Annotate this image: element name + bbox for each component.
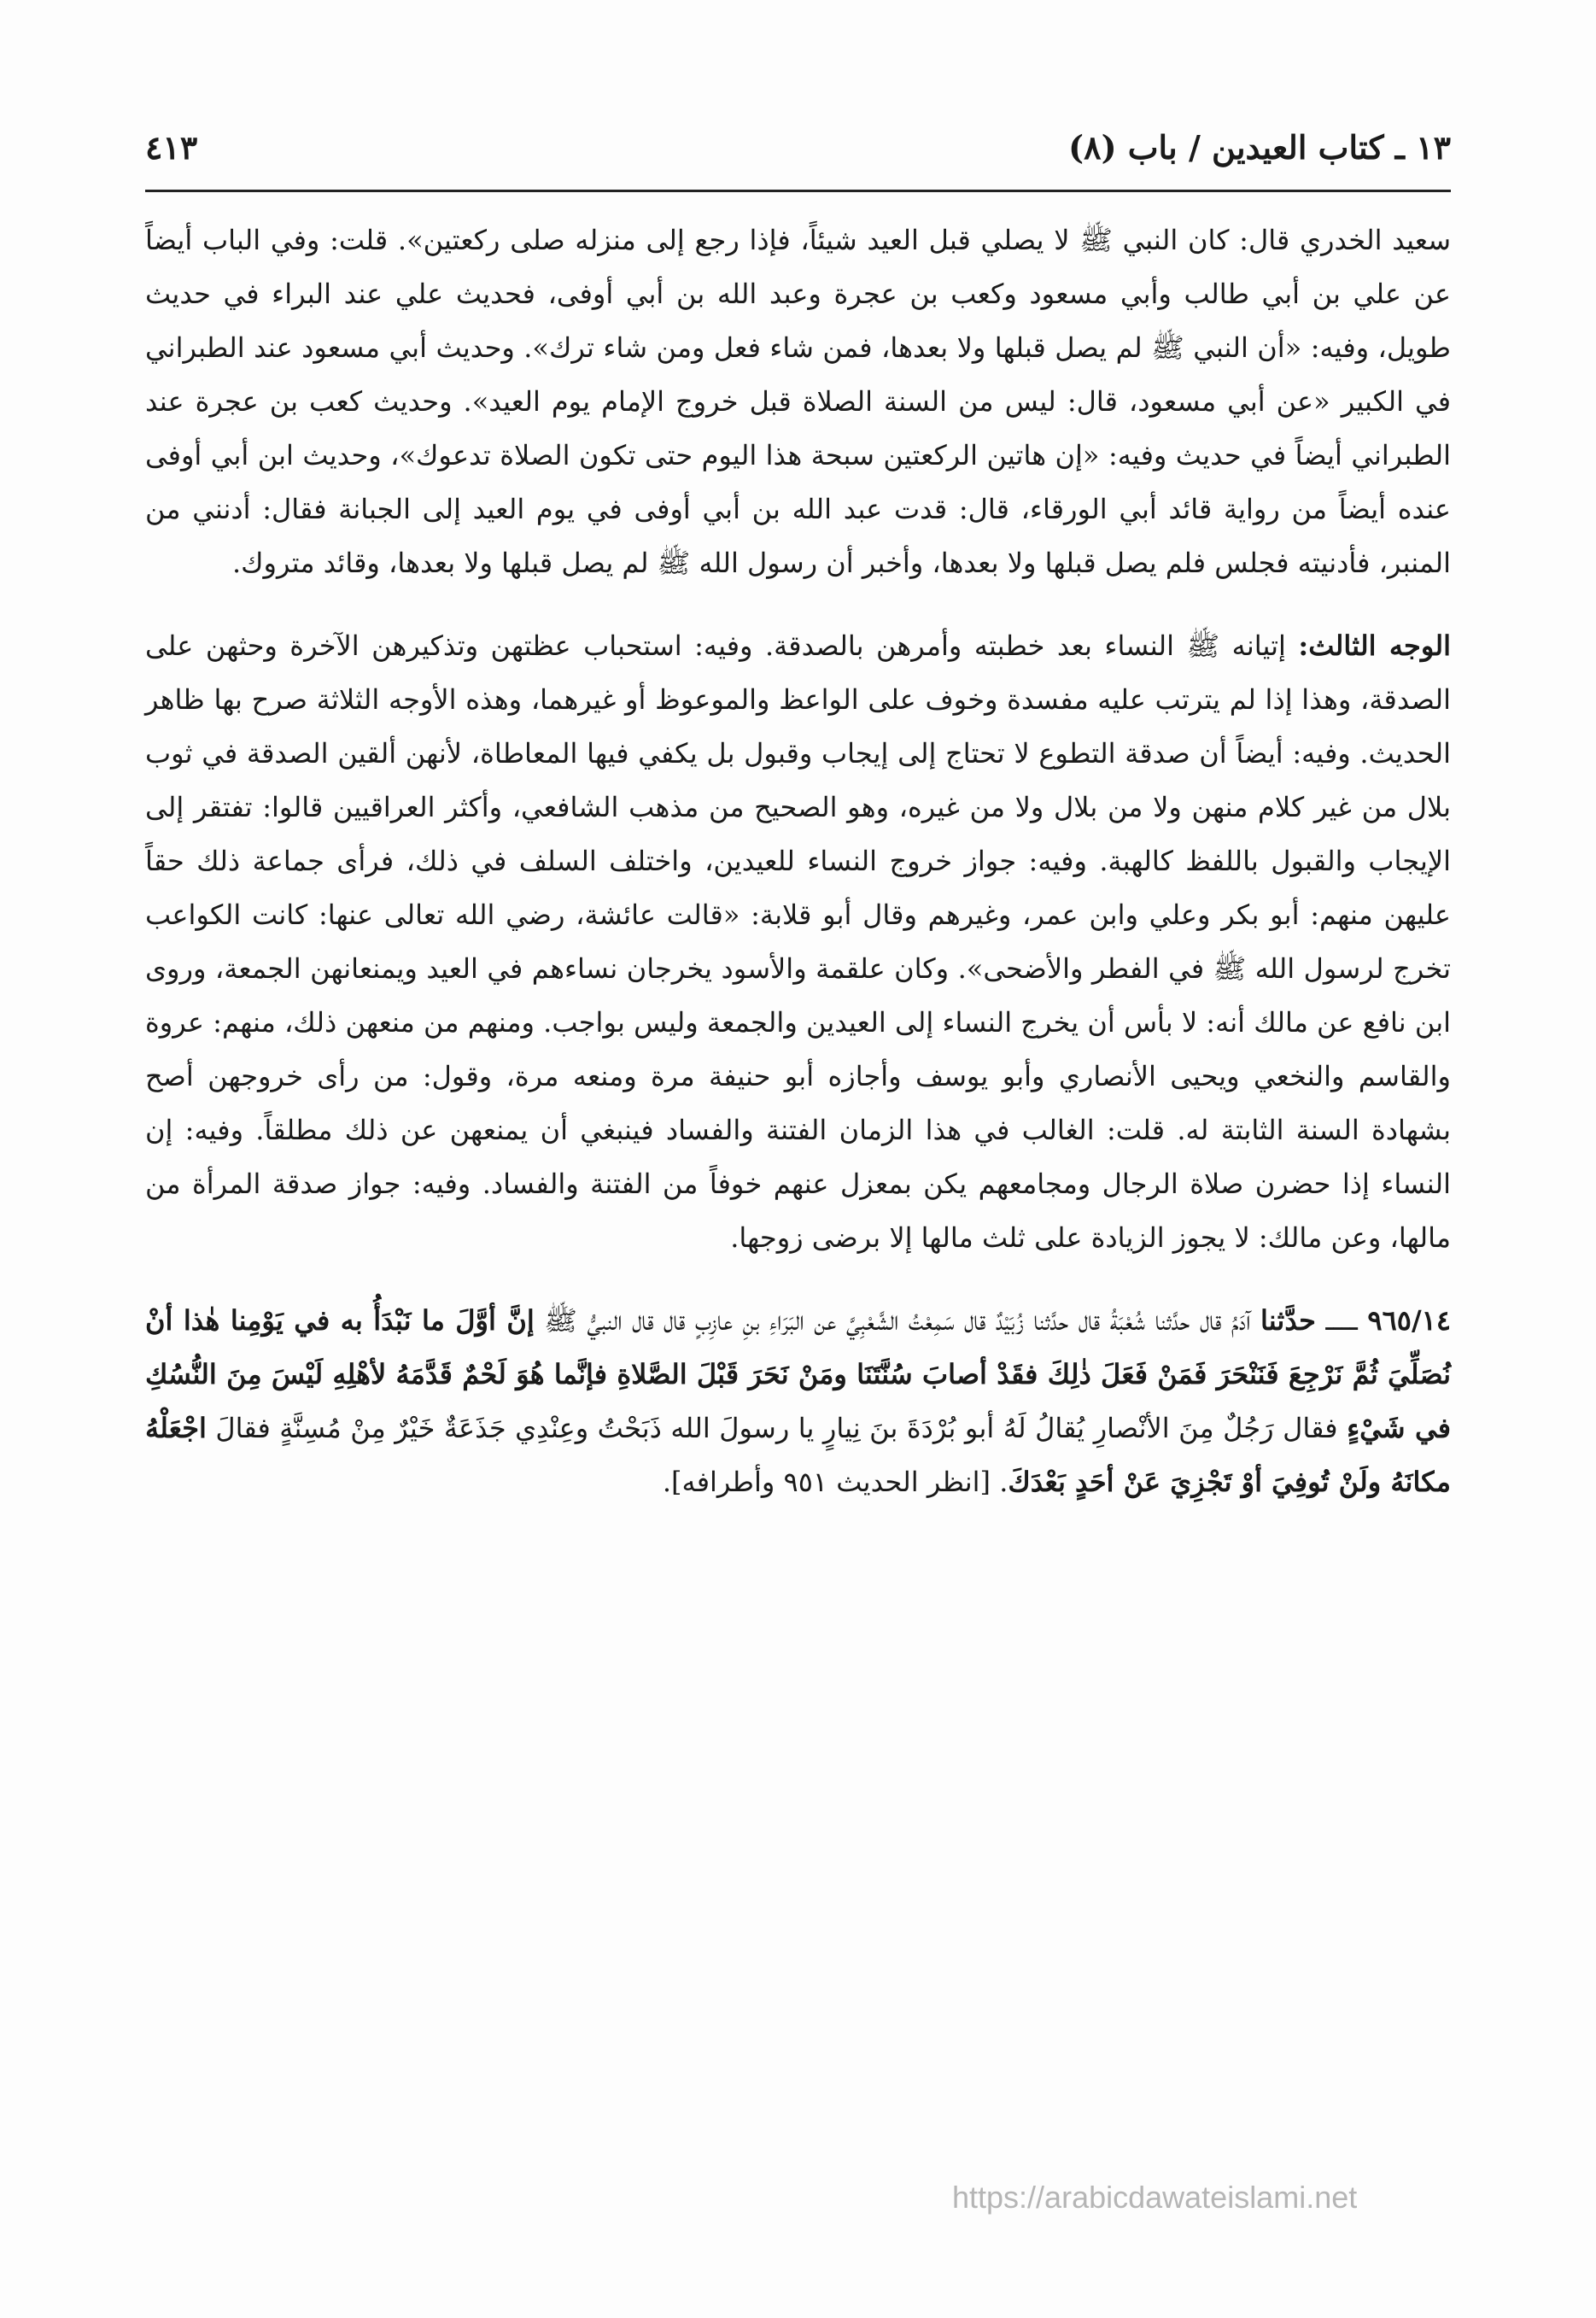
- hadith-number: ٩٦٥/١٤: [1367, 1304, 1451, 1337]
- haddathana-label: حدَّثنا: [1260, 1304, 1316, 1337]
- hadith-reference: . [انظر الحديث ٩٥١ وأطرافه].: [662, 1466, 1008, 1498]
- hadith-middle: فقال رَجُلٌ مِنَ الأنْصارِ يُقالُ لَهُ أبو بُرْدَةَ بنَ نِيارٍ يا رسولَ الله ذَبَحْتُ وعِنْدِي جَذَعَةٌ خَيْرٌ مِنْ مُسِنَّةٍ فقالَ: [206, 1412, 1348, 1444]
- hadith-block: [145, 1294, 1451, 1509]
- section-heading: الوجه الثالث:: [1298, 629, 1452, 662]
- page-body: [145, 214, 1451, 1509]
- hadith-dash: ــــ: [1315, 1304, 1368, 1337]
- page-number: ٤١٣: [145, 128, 198, 167]
- header-rule: [145, 190, 1451, 192]
- running-title: ١٣ ـ كتاب العيدين / باب (٨): [1068, 128, 1451, 167]
- page-header: [145, 128, 1451, 179]
- commentary-paragraph-2: [145, 619, 1451, 1265]
- paragraph-text: إتيانه ﷺ النساء بعد خطبته وأمرهن بالصدقة. وفيه: استحباب عظتهن وتذكيرهن الآخرة وحثهن على الصدقة، وهذا إذا لم يترتب عليه مفسدة وخوف على الواعظ والموعوظ أو غيرهما، وهذه الأوجه الثلاثة صرح بها ظاهر الحديث. وفيه: أيضاً أن صدقة التطوع لا تحتاج إلى إيجاب وقبول بل يكفي فيها المعاطاة، لأنهن ألقين الصدقة في ثوب بلال من غير كلام منهن ولا من بلال ولا من غيره، وهو الصحيح من مذهب الشافعي، وأكثر العراقيين قالوا: تفتقر إلى الإيجاب والقبول باللفظ كالهبة. وفيه: جواز خروج النساء للعيدين، واختلف السلف في ذلك، فرأى جماعة ذلك حقاً عليهن منهم: أبو بكر وعلي وابن عمر، وغيرهم وقال أبو قلابة: «قالت عائشة، رضي الله تعالى عنها: كانت الكواعب تخرج لرسول الله ﷺ في الفطر والأضحى». وكان علقمة والأسود يخرجان نساءهم في العيد ويمنعانهن الجمعة، وروى ابن نافع عن مالك أنه: لا بأس أن يخرج النساء إلى العيدين والجمعة وليس بواجب. ومنهم من منعهن ذلك، منهم: عروة والقاسم والنخعي ويحيى الأنصاري وأبو يوسف وأجازه أبو حنيفة مرة ومنعه مرة، وقول: من رأى خروجهن أصح بشهادة السنة الثابتة له. قلت: الغالب في هذا الزمان الفتنة والفساد فينبغي أن يمنعهن عن ذلك مطلقاً. وفيه: إن النساء إذا حضرن صلاة الرجال ومجامعهم يكن بمعزل عنهم خوفاً من الفتنة والفساد. وفيه: جواز صدقة المرأة من مالها، وعن مالك: لا يجوز الزيادة على ثلث مالها إلا برضى زوجها.: [145, 629, 1452, 1254]
- hadith-matn-2: اجْعَلْهُ مكانَهُ ولَنْ تُوفِيَ أوْ تَجْزِيَ عَنْ أحَدٍ بَعْدَكَ: [145, 1412, 1451, 1498]
- paragraph-text: سعيد الخدري قال: كان النبي ﷺ لا يصلي قبل العيد شيئاً، فإذا رجع إلى منزله صلى ركعتين». قلت: وفي الباب أيضاً عن علي بن أبي طالب وأبي مسعود وكعب بن عجرة وعبد الله بن أبي أوفى، فحديث علي عند البراء في حديث طويل، وفيه: «أن النبي ﷺ لم يصل قبلها ولا بعدها، فمن شاء فعل ومن شاء ترك». وحديث أبي مسعود عند الطبراني في الكبير «عن أبي مسعود، قال: ليس من السنة الصلاة قبل خروج الإمام يوم العيد». وحديث كعب بن عجرة عند الطبراني أيضاً في حديث وفيه: «إن هاتين الركعتين سبحة هذا اليوم حتى تكون الصلاة تدعوك»، وحديث ابن أبي أوفى عنده أيضاً من رواية قائد أبي الورقاء، قال: قدت عبد الله بن أبي أوفى في يوم العيد إلى الجبانة فقال: أدنني من المنبر، فأدنيته فجلس فلم يصل قبلها ولا بعدها، وأخبر أن رسول الله ﷺ لم يصل قبلها ولا بعدها، وقائد متروك.: [145, 224, 1452, 579]
- hadith-matn-1: إنَّ أوَّلَ ما نَبْدَأُ به في يَوْمِنا هٰذا أنْ نُصَلِّيَ ثُمَّ نَرْجِعَ فَنَنْحَرَ فَمَنْ فَعَلَ ذٰلِكَ فقَدْ أصابَ سُنَّتَنَا ومَنْ نَحَرَ قَبْلَ الصَّلاةِ فإنَّما هُوَ لَحْمٌ قَدَّمَهُ لأهْلِهِ لَيْسَ مِنَ النُّسُكِ في شَيْءٍ: [145, 1304, 1452, 1444]
- hadith-isnad: آدَمُ قال حدَّثنا شُعْبَةُ قال حدَّثنا زُبَيْدٌ قال سَمِعْتُ الشَّعْبِيَّ عن البَرَاءِ بنِ عازِبٍ قال قال النبيُّ ﷺ: [534, 1304, 1261, 1337]
- commentary-paragraph-1: [145, 214, 1451, 590]
- watermark-url: https://arabicdawateislami.net: [952, 2180, 1358, 2215]
